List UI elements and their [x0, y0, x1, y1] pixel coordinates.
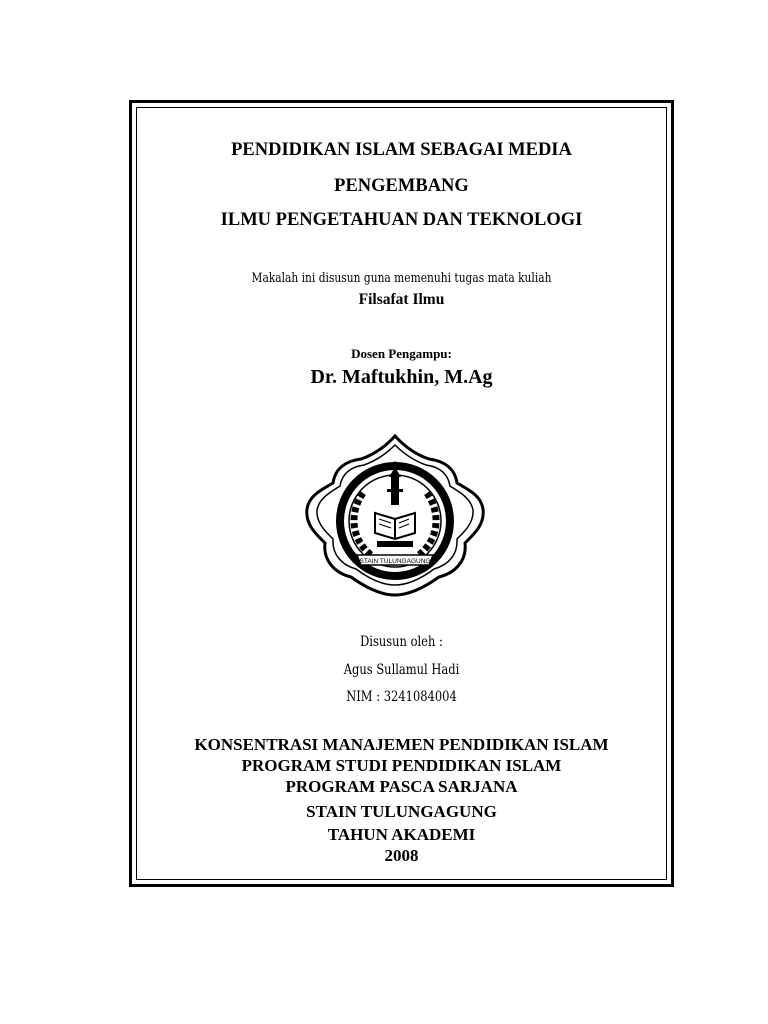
- institution-line-4: STAIN TULUNGAGUNG: [306, 802, 497, 821]
- compiled-by-label: Disusun oleh :: [360, 634, 443, 650]
- institution-line-1: KONSENTRASI MANAJEMEN PENDIDIKAN ISLAM: [194, 735, 609, 754]
- institution-line-2: PROGRAM STUDI PENDIDIKAN ISLAM: [241, 756, 562, 775]
- author-nim: NIM : 3241084004: [346, 689, 457, 705]
- logo-ribbon-text: STAIN TULUNGAGUNG: [359, 558, 431, 565]
- subject-name: Filsafat Ilmu: [358, 291, 445, 308]
- purpose-text: Makalah ini disusun guna memenuhi tugas mata kuliah: [251, 271, 552, 286]
- lecturer-label: Dosen Pengampu:: [351, 346, 452, 361]
- title-line-2: PENGEMBANG: [334, 176, 469, 196]
- institution-logo: [305, 433, 485, 598]
- academic-year-label: TAHUN AKADEMI: [327, 825, 476, 844]
- title-line-1: PENDIDIKAN ISLAM SEBAGAI MEDIA: [231, 140, 572, 160]
- institution-line-3: PROGRAM PASCA SARJANA: [285, 777, 518, 796]
- author-name: Agus Sullamul Hadi: [343, 662, 460, 678]
- lecturer-name: Dr. Maftukhin, M.Ag: [310, 366, 493, 388]
- academic-year: 2008: [384, 846, 419, 865]
- title-line-3: ILMU PENGETAHUAN DAN TEKNOLOGI: [220, 210, 583, 230]
